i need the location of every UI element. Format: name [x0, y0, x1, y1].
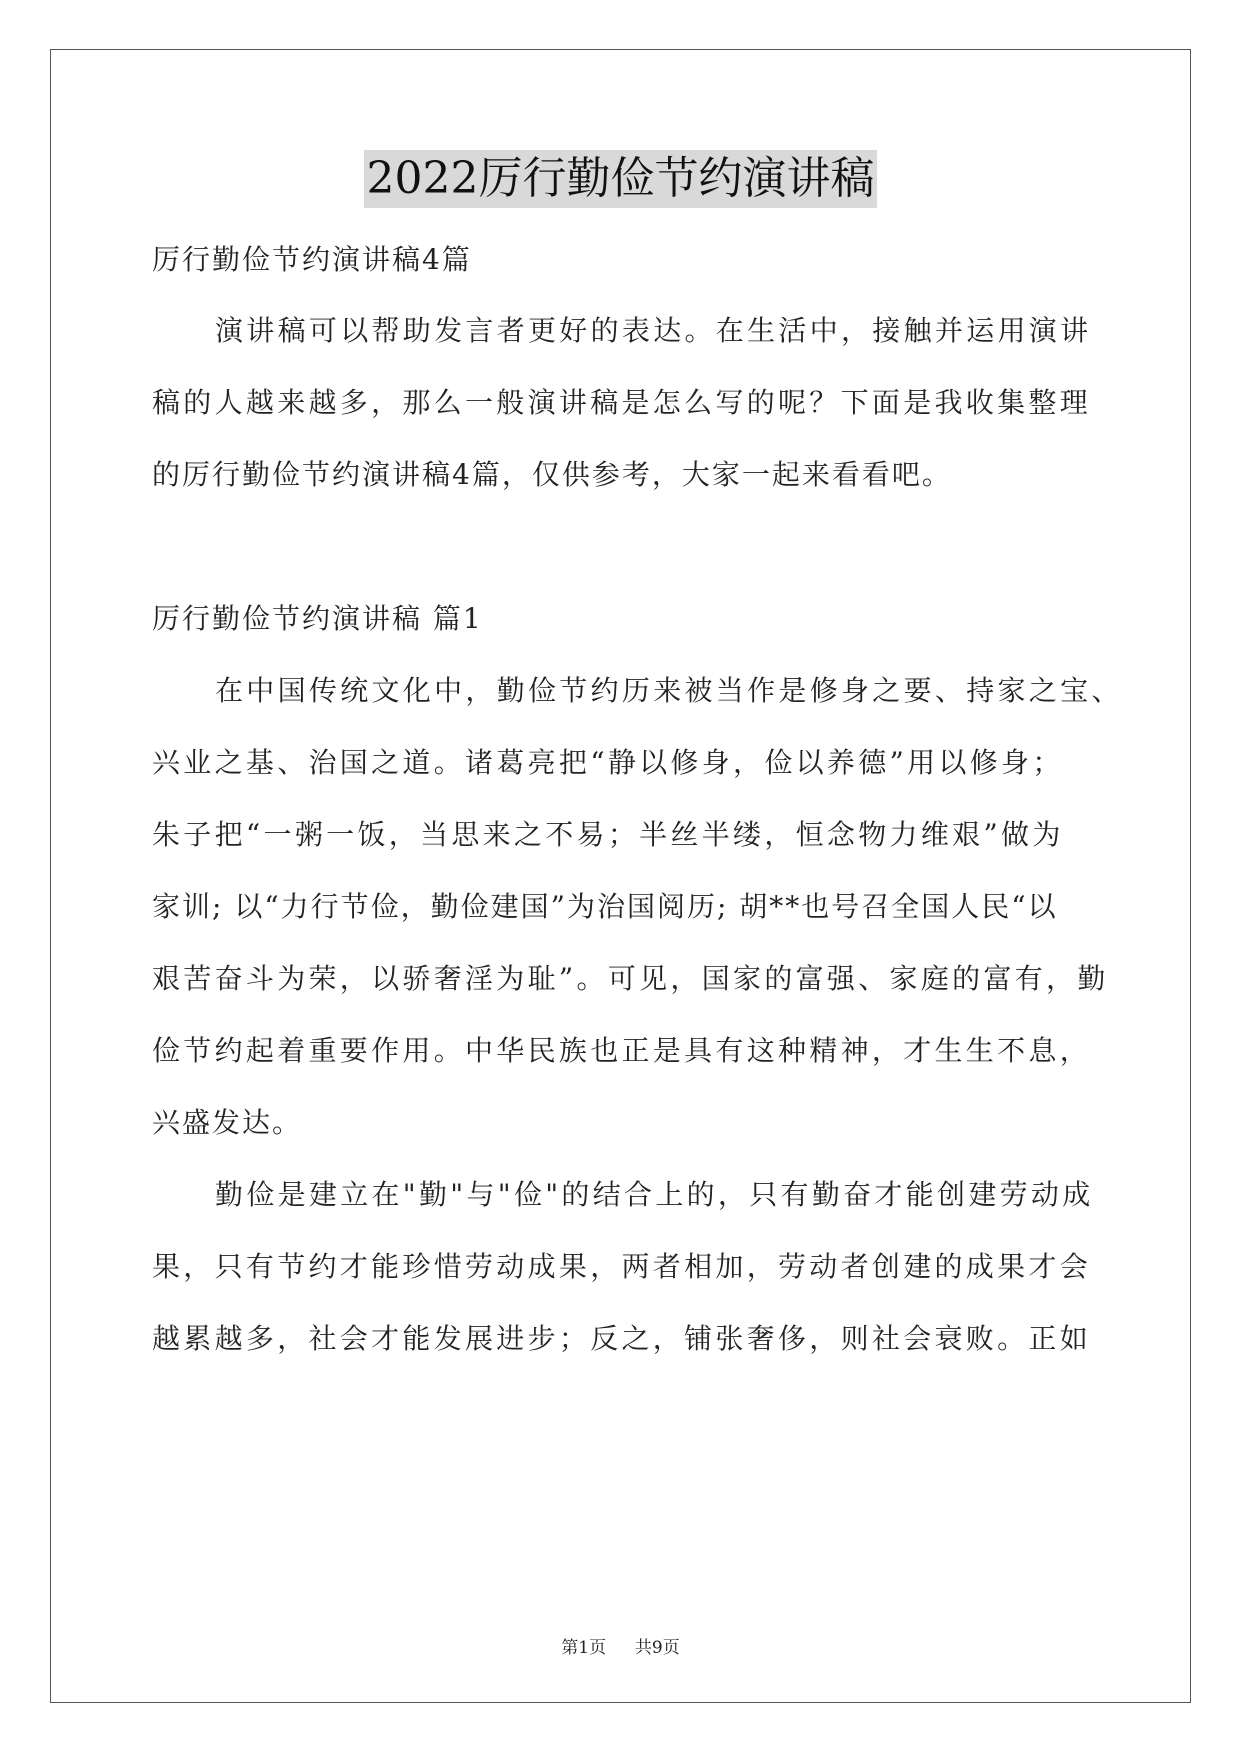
page-total: 共9页 [634, 1638, 680, 1658]
para1-line-2: 兴业之基、治国之道。诸葛亮把“静以修身，俭以养德”用以修身； [152, 746, 1064, 779]
title-container [0, 150, 1241, 208]
document-title: 2022厉行勤俭节约演讲稿 [364, 150, 878, 208]
page-number: 第1页 [561, 1638, 607, 1658]
para1-line-6: 俭节约起着重要作用。中华民族也正是具有这种精神，才生生不息， [152, 1034, 1092, 1067]
page-border [50, 49, 1191, 1703]
para1-line-1: 在中国传统文化中，勤俭节约历来被当作是修身之要、持家之宝、 [215, 674, 1123, 707]
para1-line-3: 朱子把“一粥一饭，当思来之不易；半丝半缕，恒念物力维艰”做为 [152, 818, 1064, 851]
para2-line-2: 果，只有节约才能珍惜劳动成果，两者相加，劳动者创建的成果才会 [152, 1250, 1092, 1283]
para2-line-1: 勤俭是建立在"勤"与"俭"的结合上的，只有勤奋才能创建劳动成 [215, 1178, 1094, 1211]
para1-line-5: 艰苦奋斗为荣，以骄奢淫为耻”。可见，国家的富强、家庭的富有，勤 [152, 962, 1109, 995]
document-subtitle: 厉行勤俭节约演讲稿4篇 [152, 243, 472, 276]
section-heading: 厉行勤俭节约演讲稿 篇1 [152, 602, 483, 635]
para1-line-4: 家训; 以“力行节俭，勤俭建国”为治国阅历; 胡**也号召全国人民“以 [152, 890, 1058, 923]
intro-line-1: 演讲稿可以帮助发言者更好的表达。在生活中，接触并运用演讲 [215, 314, 1092, 347]
intro-line-2: 稿的人越来越多，那么一般演讲稿是怎么写的呢？下面是我收集整理 [152, 386, 1092, 419]
para1-line-7: 兴盛发达。 [152, 1106, 303, 1139]
intro-line-3: 的厉行勤俭节约演讲稿4篇，仅供参考，大家一起来看看吧。 [152, 458, 952, 491]
page-footer [0, 1636, 1241, 1660]
para2-line-3: 越累越多，社会才能发展进步；反之，铺张奢侈，则社会衰败。正如 [152, 1322, 1092, 1355]
